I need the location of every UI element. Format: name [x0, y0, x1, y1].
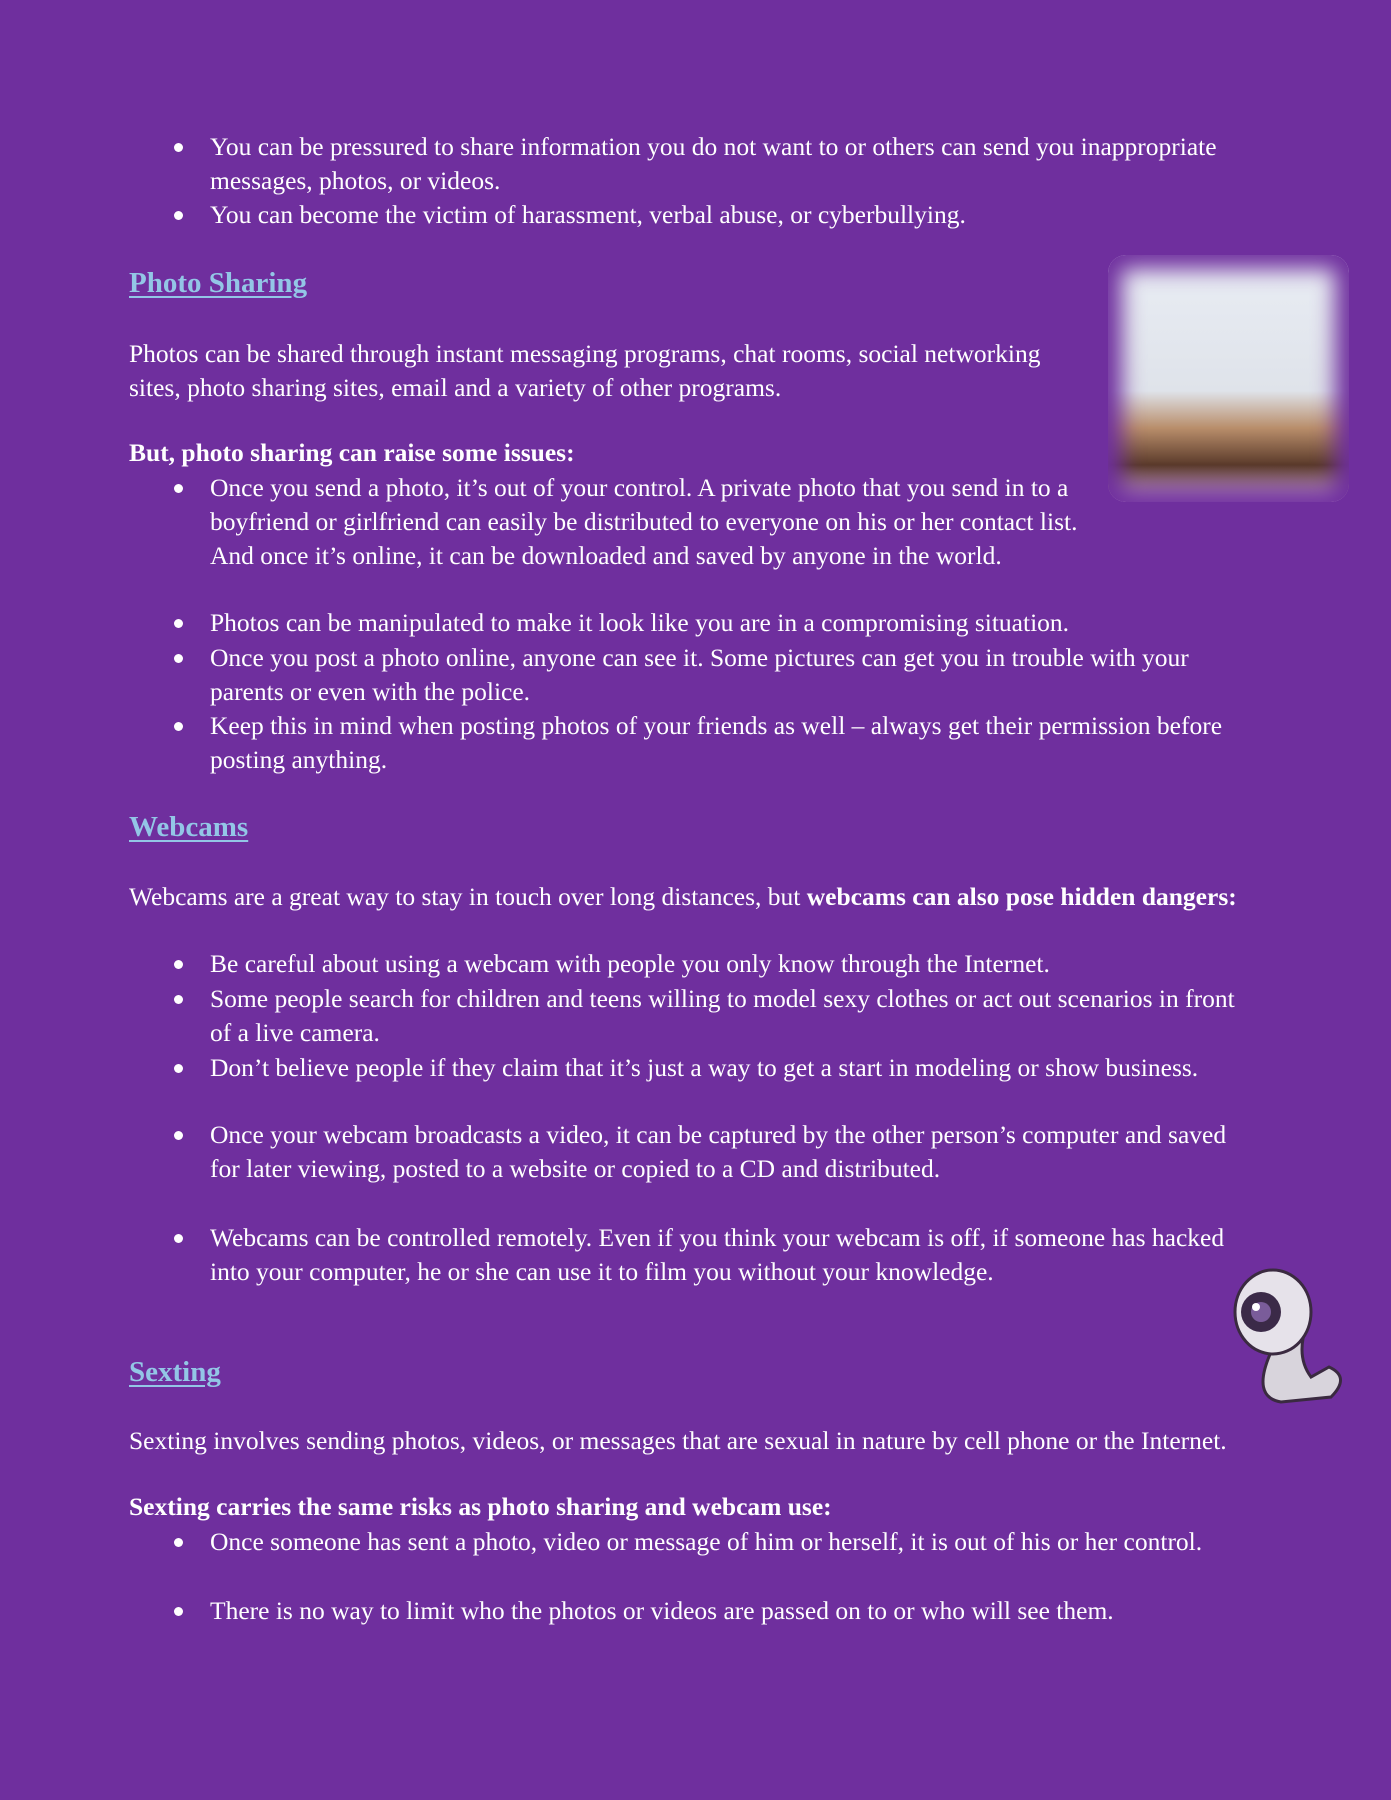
list-item: Webcams can be controlled remotely. Even if you think your webcam is off, if someone has hacked into your computer, he or she can use it to film you without your knowledge. [210, 1221, 1260, 1289]
list-item: Be careful about using a webcam with people you only know through the Internet. [210, 947, 1260, 981]
heading-webcams[interactable]: Webcams [129, 811, 249, 843]
list-item: You can become the victim of harassment, verbal abuse, or cyberbullying. [210, 198, 1260, 232]
list-item: You can be pressured to share information you do not want to or others can send you inappropriate messages, photos, or videos. [210, 130, 1260, 198]
list-item: Don’t believe people if they claim that it’s just a way to get a start in modeling or show business. [210, 1051, 1260, 1085]
webcams-paragraph-text: Webcams are a great way to stay in touch over long distances, but [129, 882, 807, 911]
list-item: Photos can be manipulated to make it look like you are in a compromising situation. [210, 606, 1260, 640]
list-item: There is no way to limit who the photos or videos are passed on to or who will see them. [210, 1594, 1260, 1628]
sexting-risks-label: Sexting carries the same risks as photo sharing and webcam use: [129, 1492, 832, 1521]
list-item: Once someone has sent a photo, video or message of him or herself, it is out of his or her control. [210, 1525, 1260, 1559]
heading-sexting[interactable]: Sexting [129, 1356, 221, 1388]
webcams-paragraph-bold: webcams can also pose hidden dangers: [806, 882, 1237, 911]
list-item: Once your webcam broadcasts a video, it can be captured by the other person’s computer and saved for later viewing, posted to a website or copied to a CD and distributed. [210, 1118, 1260, 1186]
list-item [210, 471, 1260, 573]
webcams-paragraph [129, 880, 1249, 914]
list-item: Once you post a photo online, anyone can see it. Some pictures can get you in trouble with your parents or even with the police. [210, 641, 1260, 709]
friends-selfie-photo [1108, 255, 1349, 502]
photo-sharing-paragraph: Photos can be shared through instant messaging programs, chat rooms, social networking sites, photo sharing sites, email and a variety of other programs. [129, 339, 1041, 402]
photo-issues-label: But, photo sharing can raise some issues: [129, 438, 575, 467]
list-item: Some people search for children and teens willing to model sexy clothes or act out scenarios in front of a live camera. [210, 982, 1260, 1050]
sexting-paragraph: Sexting involves sending photos, videos, or messages that are sexual in nature by cell phone or the Internet. [129, 1426, 1227, 1455]
list-item: Keep this in mind when posting photos of your friends as well – always get their permission before posting anything. [210, 709, 1260, 777]
heading-photo-sharing[interactable]: Photo Sharing [129, 267, 308, 299]
list-item-text: Once you send a photo, it’s out of your control. A private photo that you send in to a boyfriend or girlfriend can easily be distributed to everyone on his or her contact list. And once it’s online, it can be downloaded and saved by anyone in the world. [210, 473, 1078, 570]
